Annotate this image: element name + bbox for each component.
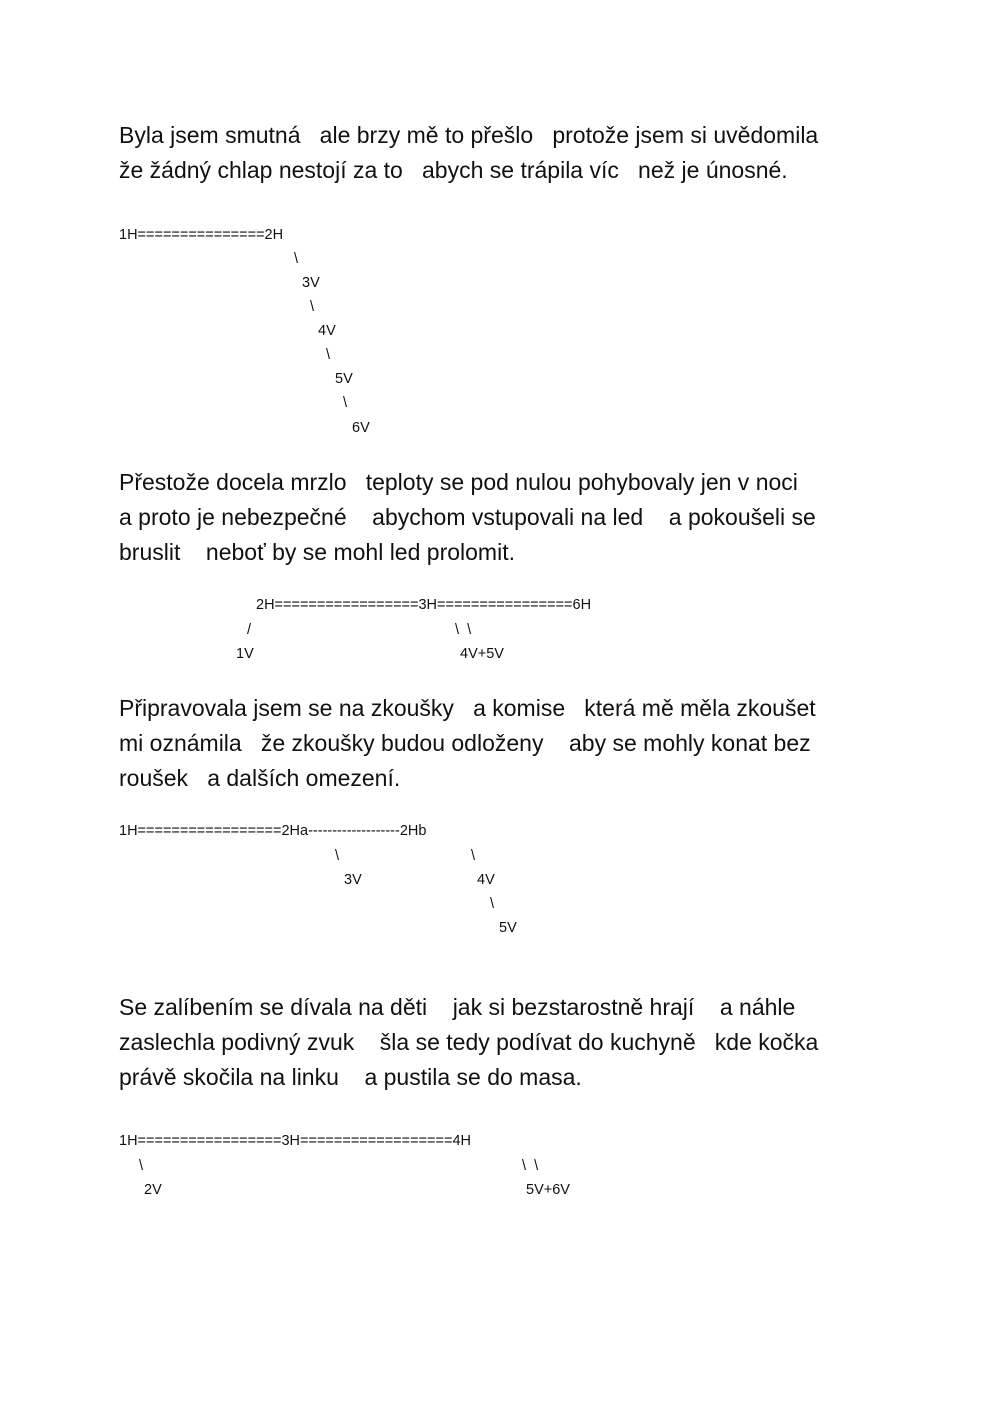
diagram-connector: \ xyxy=(294,251,299,267)
paragraph-line: právě skočila na linku a pustila se do masa. xyxy=(119,1064,582,1090)
diagram-node: 1H===============2H xyxy=(119,227,284,243)
sentence-paragraph-1 xyxy=(119,118,818,188)
diagram-connector: \ \ xyxy=(455,622,472,638)
paragraph-line: Se zalíbením se dívala na děti jak si bezstarostně hrají a náhle xyxy=(119,994,796,1020)
paragraph-line: roušek a dalších omezení. xyxy=(119,765,401,791)
paragraph-line: zaslechla podivný zvuk šla se tedy podívat do kuchyně kde kočka xyxy=(119,1029,819,1055)
diagram-node: 2H=================3H================6H xyxy=(256,597,592,613)
diagram-node: 5V+6V xyxy=(526,1182,570,1198)
paragraph-line: že žádný chlap nestojí za to abych se trápila víc než je únosné. xyxy=(119,157,788,183)
diagram-node: 6V xyxy=(352,420,370,436)
diagram-connector: / xyxy=(247,622,252,638)
diagram-node: 1V xyxy=(236,646,254,662)
paragraph-line: Přestože docela mrzlo teploty se pod nulou pohybovaly jen v noci xyxy=(119,469,798,495)
paragraph-line: Byla jsem smutná ale brzy mě to přešlo protože jsem si uvědomila xyxy=(119,122,819,148)
sentence-paragraph-4 xyxy=(119,990,818,1095)
paragraph-line: Připravovala jsem se na zkoušky a komise která mě měla zkoušet xyxy=(119,695,816,721)
diagram-node: 3V xyxy=(344,872,362,888)
diagram-connector: \ xyxy=(335,848,340,864)
paragraph-line: bruslit neboť by se mohl led prolomit. xyxy=(119,539,515,565)
diagram-node: 2V xyxy=(144,1182,162,1198)
sentence-paragraph-2 xyxy=(119,465,816,570)
sentence-paragraph-3 xyxy=(119,691,816,796)
diagram-node: 1H=================2Ha-------------------2Hb xyxy=(119,823,427,839)
diagram-connector: \ xyxy=(490,896,495,912)
paragraph-line: a proto je nebezpečné abychom vstupovali na led a pokoušeli se xyxy=(119,504,816,530)
diagram-connector: \ xyxy=(326,347,331,363)
diagram-node: 4V xyxy=(318,323,336,339)
diagram-node: 3V xyxy=(302,275,320,291)
diagram-connector: \ xyxy=(343,395,348,411)
diagram-connector: \ xyxy=(139,1158,144,1174)
paragraph-line: mi oznámila že zkoušky budou odloženy aby se mohly konat bez xyxy=(119,730,811,756)
diagram-node: 5V xyxy=(335,371,353,387)
diagram-node: 4V+5V xyxy=(460,646,504,662)
diagram-connector: \ xyxy=(310,299,315,315)
diagram-node: 5V xyxy=(499,920,517,936)
diagram-node: 4V xyxy=(477,872,495,888)
diagram-connector: \ \ xyxy=(522,1158,539,1174)
diagram-connector: \ xyxy=(471,848,476,864)
diagram-node: 1H=================3H==================4H xyxy=(119,1133,471,1149)
